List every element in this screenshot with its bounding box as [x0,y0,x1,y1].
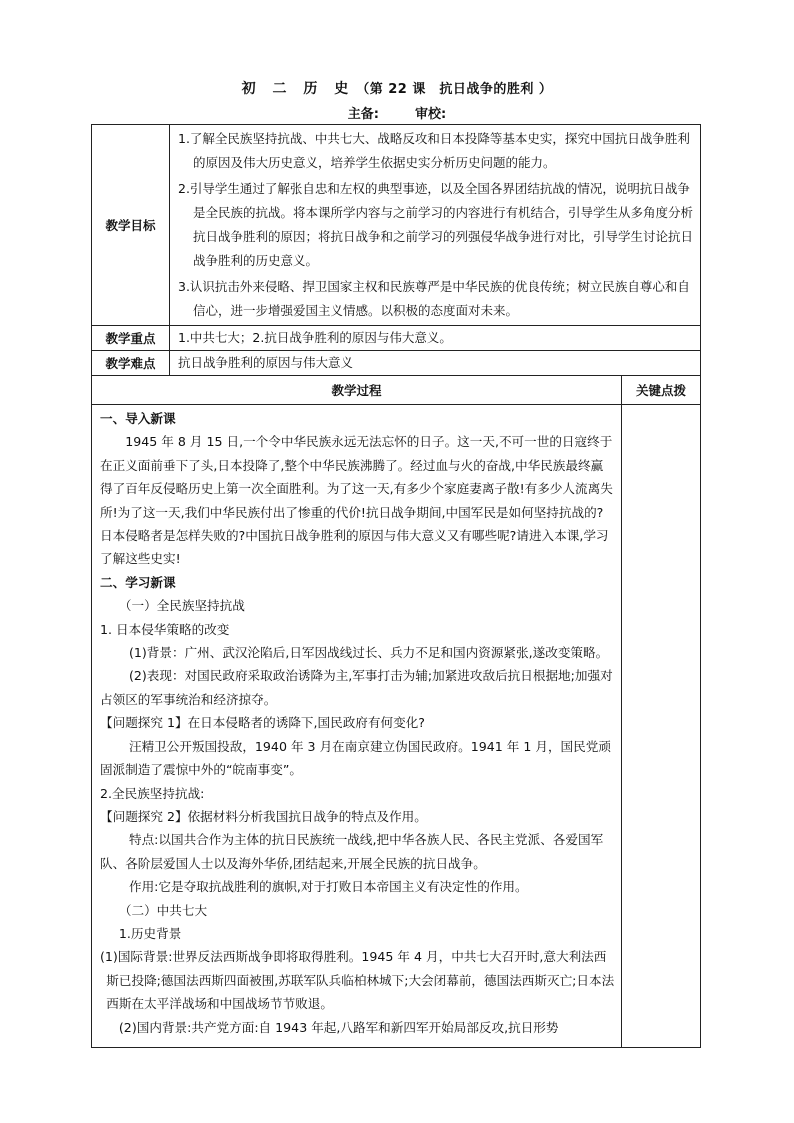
tips-header: 关键点拨 [622,376,701,405]
goal-item: 2.引导学生通过了解张自忠和左权的典型事迹，以及全国各界团结抗战的情况，说明抗日战争是全民族的抗战。将本课所学内容与之前学习的内容进行有机结合，引导学生从多角度分析抗日战争胜利的原因；将抗日战争和之前学习的列强侵华战争进行对比，引导学生讨论抗日战争胜利的历史意义。 [178,181,694,268]
author-line [0,103,794,122]
answer: 作用:它是夺取抗战胜利的旗帜,对于打败日本帝国主义有决定性的作用。 [128,879,528,895]
point-detail: (2)国内背景:共产党方面:自 1943 年起,八路军和新四军开始局部反攻,抗日形势 [118,1019,559,1035]
page-title [0,78,794,98]
goals-cell [170,125,701,326]
process-header-row [92,376,701,405]
lesson-plan-table [91,124,701,1048]
title-main: 初 二 历 史 [241,81,355,97]
goals-label: 教学目标 [92,125,170,326]
key-label: 教学重点 [92,326,170,351]
difficulty-label: 教学难点 [92,351,170,376]
process-cell [92,405,622,1048]
answer: 特点:以国共合作为主体的抗日民族统一战线,把中华各族人民、各民主党派、各爱国军队、各阶层爱国人士以及海外华侨,团结起来,开展全民族的抗日战争。 [100,832,604,871]
author-label: 主备: [347,107,379,122]
goal-item: 3.认识抗击外来侵略、捍卫国家主权和民族尊严是中华民族的优良传统；树立民族自尊心和自信心，进一步增强爱国主义情感。以积极的态度面对未来。 [178,279,690,318]
tips-cell [622,405,701,1048]
part-title: （二）中共七大 [118,902,208,918]
point-title: 1.历史背景 [118,925,182,941]
key-row [92,326,701,351]
point-title: 1. 日本侵华策略的改变 [100,621,230,637]
point-title: 2.全民族坚持抗战: [100,785,205,801]
process-header: 教学过程 [92,376,622,405]
goals-row [92,125,701,326]
point-detail: (1)背景：广州、武汉沦陷后,日军因战线过长、兵力不足和国内资源紧张,遂改变策略。 [128,645,609,661]
difficulty-cell: 抗日战争胜利的原因与伟大意义 [170,351,701,376]
question: 【问题探究 2】依据材料分析我国抗日战争的特点及作用。 [100,808,427,824]
process-row [92,405,701,1048]
question: 【问题探究 1】在日本侵略者的诱降下,国民政府有何变化? [100,715,425,731]
point-detail: (1)国际背景:世界反法西斯战争即将取得胜利。1945 年 4 月，中共七大召开时,意大利法西斯已投降;德国法西斯四面被围,苏联军队兵临柏林城下;大会闭幕前，德国法西斯灭亡;日本法西斯在太平洋战场和中国战场节节败退。 [100,949,615,1012]
intro-paragraph: 1945 年 8 月 15 日,一个令中华民族永远无法忘怀的日子。这一天,不可一世的日寇终于在正义面前垂下了头,日本投降了,整个中华民族沸腾了。经过血与火的奋战,中华民族最终赢得了百年反侵略历史上第一次全面胜利。为了这一天,有多少个家庭妻离子散!有多少人流离失所!为了这一天,我们中华民族付出了惨重的代价!抗日战争期间,中国军民是如何坚持抗战的?日本侵略者是怎样失败的?中国抗日战争胜利的原因与伟大意义又有哪些呢?请进入本课,学习了解这些史实! [100,434,613,567]
part-title: （一）全民族坚持抗战 [118,598,245,614]
key-cell: 1.中共七大；2.抗日战争胜利的原因与伟大意义。 [170,326,701,351]
section-title: 二、学习新课 [100,574,176,590]
goal-item: 1.了解全民族坚持抗战、中共七大、战略反攻和日本投降等基本史实，探究中国抗日战争胜利的原因及伟大历史意义，培养学生依据史实分析历史问题的能力。 [178,131,690,170]
difficulty-row [92,351,701,376]
point-detail: (2)表现：对国民政府采取政治诱降为主,军事打击为辅;加紧进攻敌后抗日根据地;加强对占领区的军事统治和经济掠夺。 [100,668,613,707]
section-title: 一、导入新课 [100,411,176,426]
reviewer-label: 审校: [415,107,447,122]
answer: 汪精卫公开叛国投敌，1940 年 3 月在南京建立伪国民政府。1941 年 1 月，国民党顽固派制造了震惊中外的“皖南事变”。 [100,738,611,778]
title-sub: （第 22 课 抗日战争的胜利 ） [356,82,553,97]
